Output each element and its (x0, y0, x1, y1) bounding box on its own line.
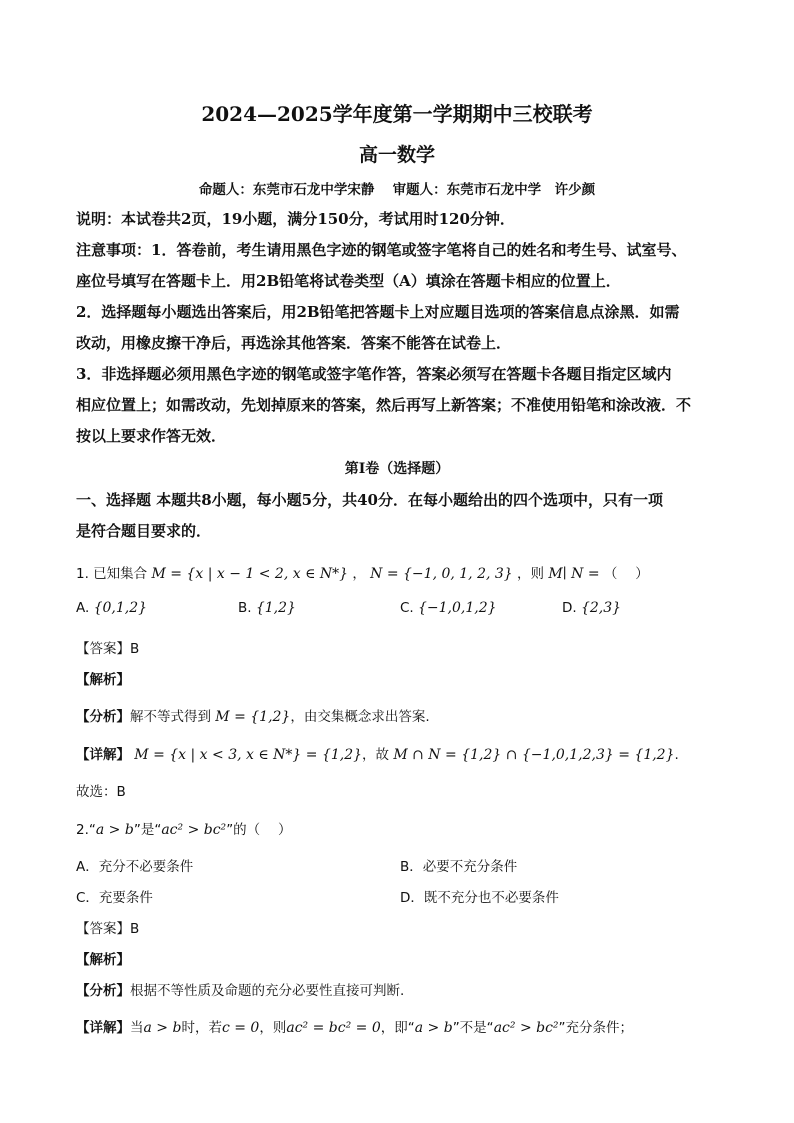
note-line-1: 说明：本试卷共2页，19小题，满分150分，考试用时120分钟． (76, 210, 515, 228)
section-desc-1: 一、选择题 本题共8小题，每小题5分，共40分．在每小题给出的四个选项中，只有一项 (76, 491, 663, 509)
q1-option-d-label: D. (562, 600, 577, 616)
q1-choose: 故选：B (76, 784, 126, 800)
q1-xiangjie-math-1: M = {x | x < 3, x ∈ N*} = {1,2} (134, 747, 363, 763)
q2-m2: ac² > bc² (161, 822, 227, 838)
q1-fenxi-tag: 【分析】 (76, 709, 130, 725)
q1-xiangjie-math-2: M ∩ N = {1,2} ∩ {−1,0,1,2,3} = {1,2} (393, 747, 675, 763)
q2-mid: ”是“ (133, 822, 162, 838)
q2-answer: 【答案】B (76, 921, 140, 937)
section-title: 第Ⅰ卷（选择题） (344, 461, 450, 477)
q2-d-f: ”充分条件； (558, 1020, 634, 1036)
note-line-5: 改动，用橡皮擦干净后，再选涂其他答案．答案不能答在试卷上． (76, 334, 512, 352)
q2-d-c: ，则 (259, 1020, 287, 1036)
q2-option-b: B．必要不充分条件 (400, 859, 518, 875)
q2-end: ”的（ ） (226, 822, 292, 838)
exam-subject: 高一数学 (358, 144, 435, 166)
q1-option-c-label: C. (400, 600, 414, 616)
q1-paren: （ ） (603, 566, 649, 582)
q2-d-m1: a > b (143, 1020, 182, 1036)
q2-xiangjie (76, 1016, 633, 1036)
q1-answer: 【答案】B (76, 641, 140, 657)
note-line-2: 注意事项：1．答卷前，考生请用黑色字迹的钢笔或签字笔将自己的姓名和考生号、试室号、 (76, 241, 687, 259)
q1-fenxi-b: ，由交集概念求出答案. (290, 709, 430, 725)
q2-d-m2: c = 0 (221, 1020, 260, 1036)
exam-title: 2024—2025学年度第一学期期中三校联考 (201, 102, 593, 126)
q1-fenxi (76, 705, 430, 725)
q1-analysis: 【解析】 (76, 672, 130, 688)
q1-sep: ， (352, 566, 366, 582)
q1-option-a (76, 600, 147, 616)
q2-fenxi (76, 979, 404, 999)
q2-fenxi-text: 根据不等性质及命题的充分必要性直接可判断. (130, 983, 405, 999)
q2-option-c: C．充要条件 (76, 890, 153, 906)
q2-d-b: 时，若 (181, 1020, 222, 1036)
q1-option-b-label: B. (238, 600, 252, 616)
q1-option-a-label: A. (76, 600, 90, 616)
note-line-8: 按以上要求作答无效． (76, 427, 227, 445)
q1-set-m: M = {x | x − 1 < 2, x ∈ N*} (151, 566, 349, 582)
q2-stem (76, 818, 291, 838)
q2-prefix: 2.“ (76, 822, 96, 838)
q1-option-d-value: {2,3} (580, 600, 622, 616)
q2-d-m3: ac² = bc² = 0 (286, 1020, 381, 1036)
q2-xiangjie-tag: 【详解】 (76, 1020, 130, 1036)
q2-d-d: ，即“ (380, 1020, 415, 1036)
q1-option-a-value: {0,1,2} (93, 600, 148, 616)
q1-option-b-value: {1,2} (255, 600, 296, 616)
q2-option-d: D．既不充分也不必要条件 (400, 890, 559, 906)
q1-option-b (238, 600, 296, 616)
q1-ask: M∣ N = (548, 566, 600, 582)
note-line-7: 相应位置上；如需改动，先划掉原来的答案，然后再写上新答案；不准使用铅笔和涂改液．不 (76, 396, 692, 414)
q2-d-e: ”不是“ (452, 1020, 494, 1036)
q2-d-m5: ac² > bc² (493, 1020, 559, 1036)
q1-fenxi-a: 解不等式得到 (130, 709, 211, 725)
q1-option-c (400, 600, 497, 616)
note-line-4: 2．选择题每小题选出答案后，用2B铅笔把答题卡上对应题目选项的答案信息点涂黑．如需 (76, 303, 680, 321)
q1-xiangjie-a: ，故 (362, 747, 390, 763)
q1-set-n: N = {−1, 0, 1, 2, 3} (370, 566, 513, 582)
exam-authors: 命题人：东莞市石龙中学宋静 审题人：东莞市石龙中学 许少颜 (198, 182, 596, 198)
q1-option-d (562, 600, 621, 616)
q1-then: ，则 (517, 566, 545, 582)
q1-option-c-value: {−1,0,1,2} (418, 600, 497, 616)
q2-analysis: 【解析】 (76, 952, 130, 968)
q1-xiangjie (76, 743, 679, 763)
q2-option-a: A．充分不必要条件 (76, 859, 194, 875)
q2-d-m4: a > b (414, 1020, 453, 1036)
q1-xiangjie-end: . (674, 747, 679, 763)
q1-prefix: 1. 已知集合 (76, 566, 148, 582)
note-line-3: 座位号填写在答题卡上．用2B铅笔将试卷类型（A）填涂在答题卡相应的位置上． (76, 272, 621, 290)
q1-fenxi-math: M = {1,2} (215, 709, 291, 725)
q2-d-a: 当 (130, 1020, 144, 1036)
section-desc-2: 是符合题目要求的． (76, 522, 212, 540)
q2-m1: a > b (95, 822, 134, 838)
q2-fenxi-tag: 【分析】 (76, 983, 130, 999)
q1-stem (76, 562, 649, 582)
q1-xiangjie-tag: 【详解】 (76, 747, 130, 763)
note-line-6: 3．非选择题必须用黑色字迹的钢笔或签字笔作答，答案必须写在答题卡各题目指定区域内 (76, 365, 672, 383)
